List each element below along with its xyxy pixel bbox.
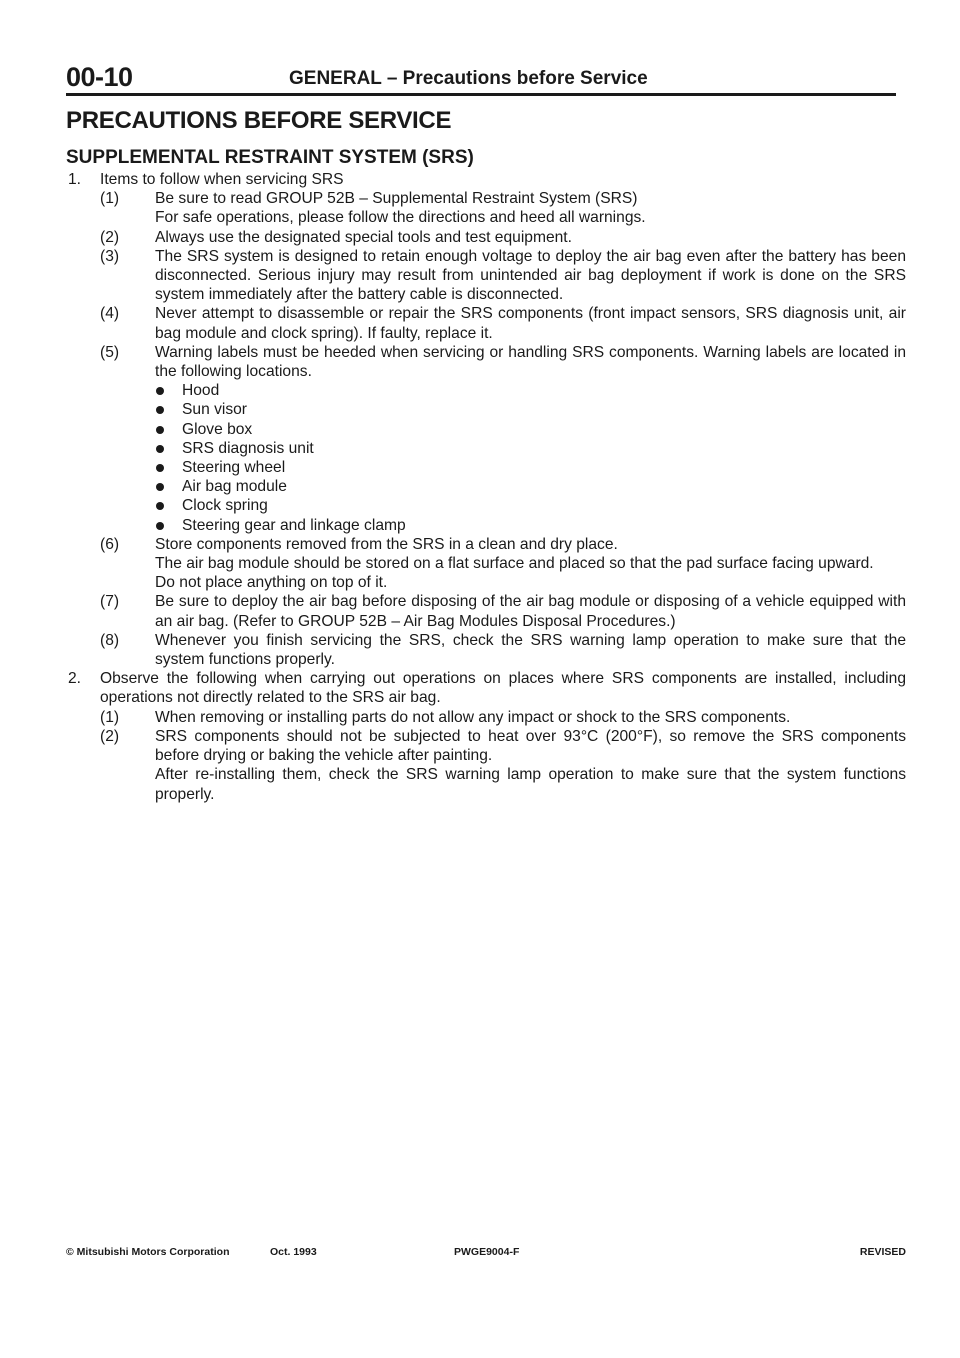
bullet-icon (155, 496, 182, 515)
bullet-text: Steering gear and linkage clamp (182, 516, 406, 534)
sub-item-text: Be sure to read GROUP 52B – Supplemental Restraint System (SRS) (155, 190, 638, 208)
sub-item-number: (3) (100, 247, 120, 265)
header-title: GENERAL – Precautions before Service (289, 68, 648, 89)
bullet-item (100, 516, 906, 535)
bullet-icon (155, 439, 182, 458)
sub-item-text: Be sure to deploy the air bag before disposing of the air bag module or disposing of a vehicle equipped with an air bag. (Refer to GROUP 52B – Air Bag Modules Disposal Procedures.) (155, 593, 906, 630)
sub-item-continuation: After re-installing them, check the SRS warning lamp operation to make sure that the system functions properly. (155, 766, 906, 803)
bullet-item (100, 420, 906, 439)
bullet-text: Sun visor (182, 401, 248, 419)
sub-item (100, 727, 906, 765)
sub-item (100, 535, 906, 554)
sub-item (100, 304, 906, 342)
sub-item (100, 189, 906, 208)
bullet-icon (155, 400, 182, 419)
sub-item-text: SRS components should not be subjected to heat over 93°C (200°F), so remove the SRS components before drying or baking the vehicle after painting. (155, 727, 906, 765)
page-footer (66, 1246, 906, 1262)
sub-item-number: (6) (100, 535, 120, 553)
sub-item (100, 228, 906, 247)
list-item-2 (66, 669, 906, 707)
item-number: 1. (68, 171, 82, 188)
bullet-text: Clock spring (182, 497, 268, 515)
sub-item-number: (2) (100, 727, 120, 745)
bullet-item (100, 381, 906, 400)
bullet-icon (155, 381, 182, 400)
sub-item-text: Store components removed from the SRS in a clean and dry place. (155, 535, 618, 553)
bullet-text: Glove box (182, 420, 253, 438)
page-title: PRECAUTIONS BEFORE SERVICE (66, 107, 452, 134)
sub-item-continuation: Do not place anything on top of it. (155, 574, 388, 592)
sub-item-number: (2) (100, 228, 120, 246)
sub-item-text: When removing or installing parts do not allow any impact or shock to the SRS components. (155, 708, 791, 726)
footer-code: PWGE9004-F (454, 1246, 520, 1258)
page-number: 00-10 (66, 62, 133, 92)
sub-item-number: (4) (100, 305, 120, 323)
sub-item-text: Never attempt to disassemble or repair the SRS components (front impact sensors, SRS diagnosis unit, air bag module and clock spring). If faulty, replace it. (155, 305, 906, 342)
sub-item-number: (5) (100, 343, 120, 361)
item-number: 2. (68, 670, 82, 688)
bullet-icon (155, 420, 182, 439)
sub-item-number: (1) (100, 708, 120, 726)
header-rule (66, 93, 896, 96)
footer-copyright: © Mitsubishi Motors Corporation (66, 1246, 230, 1258)
bullet-icon (155, 458, 182, 477)
bullet-item (100, 400, 906, 419)
sub-item (100, 247, 906, 305)
sub-item (100, 631, 906, 669)
bullet-item (100, 496, 906, 515)
sub-item-continuation: For safe operations, please follow the directions and heed all warnings. (155, 209, 646, 227)
bullet-icon (155, 477, 182, 496)
sub-item-number: (8) (100, 631, 120, 649)
item-text: Items to follow when servicing SRS (100, 171, 344, 188)
sub-item-number: (1) (100, 190, 120, 208)
sub-item (100, 708, 906, 727)
sub-item-text: Always use the designated special tools and test equipment. (155, 228, 572, 246)
bullet-text: Steering wheel (182, 459, 286, 477)
sub-item-text: Warning labels must be heeded when servicing or handling SRS components. Warning labels are located in the following locations. (155, 343, 906, 381)
footer-status: REVISED (859, 1246, 906, 1258)
sub-item-continuation: The air bag module should be stored on a flat surface and placed so that the pad surface facing upward. (155, 555, 874, 573)
sub-item (100, 592, 906, 630)
sub-item-text: Whenever you finish servicing the SRS, check the SRS warning lamp operation to make sure that the system functions properly. (155, 631, 906, 669)
bullet-text: SRS diagnosis unit (182, 439, 314, 457)
section-title: SUPPLEMENTAL RESTRAINT SYSTEM (SRS) (66, 147, 474, 168)
body-text (66, 170, 906, 804)
sub-item-text: The SRS system is designed to retain enough voltage to deploy the air bag even after the battery has been disconnected. Serious injury may result from unintended air bag deployment if work is done on the SRS system immediately after the battery cable is disconnected. (155, 247, 906, 304)
item-text: Observe the following when carrying out operations on places where SRS components are installed, including operations not directly related to the SRS air bag. (100, 670, 906, 707)
bullet-item (100, 439, 906, 458)
list-item-1 (66, 170, 906, 189)
bullet-text: Hood (182, 382, 220, 400)
bullet-item (100, 458, 906, 477)
bullet-text: Air bag module (182, 478, 287, 496)
sub-item (100, 343, 906, 381)
bullet-item (100, 477, 906, 496)
bullet-icon (155, 516, 182, 535)
footer-date: Oct. 1993 (270, 1246, 317, 1258)
page-header (66, 60, 896, 94)
sub-item-number: (7) (100, 593, 120, 611)
